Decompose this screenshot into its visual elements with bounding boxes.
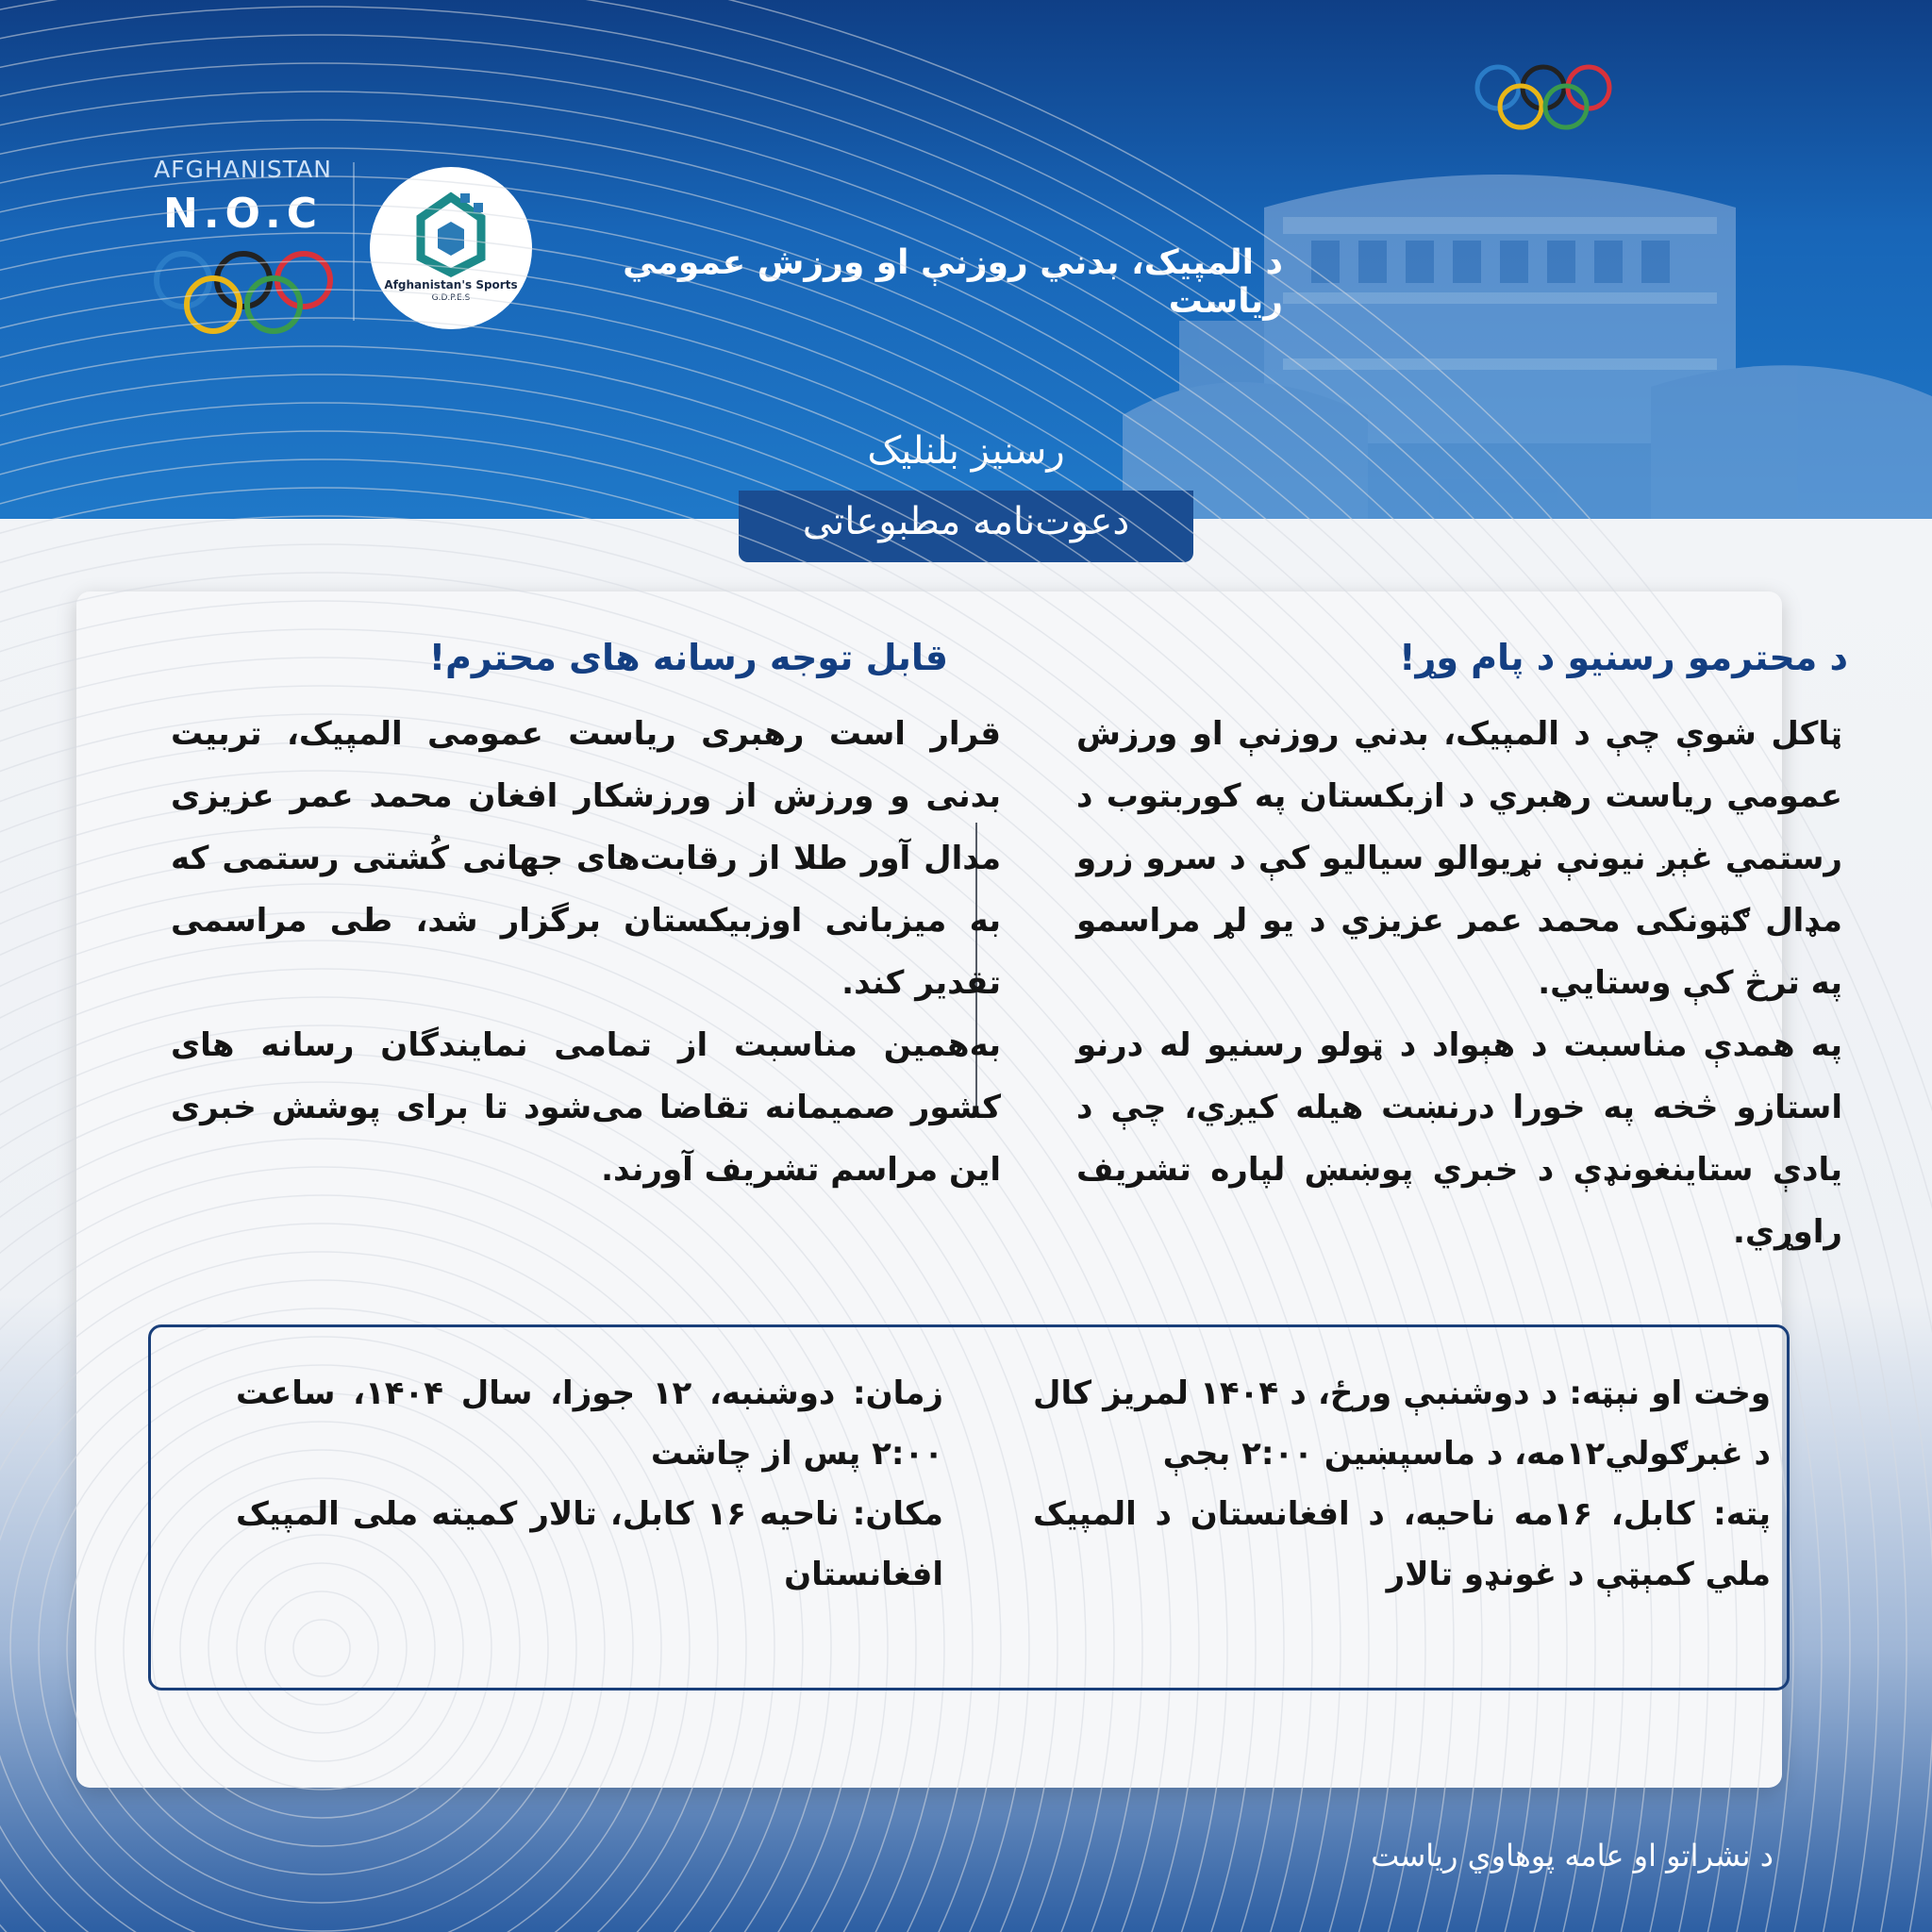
logo-divider [353, 162, 355, 321]
pashto-event-details [1033, 1363, 1771, 1605]
pashto-time-info: وخت او نېټه: د دوشنبې ورځ، د ۱۴۰۴ لمریز کال د غبرګولي۱۲مه، د ماسپښین ۲:۰۰ بجې [1033, 1374, 1772, 1473]
event-details-box [148, 1324, 1790, 1690]
pashto-paragraph-2: په همدې مناسبت د هېواد د ټولو رسنیو له درنو استازو څخه په خورا درنښت هیله کیږي، چې د یادې ستاینغونډې د خبري پوښښ لپاره تشریف راوړي. [1076, 1026, 1842, 1251]
dari-body [171, 703, 1001, 1201]
pashto-body [1076, 703, 1842, 1263]
noc-abbr-label: N.O.C [163, 190, 323, 238]
pashto-heading: د محترمو رسنیو د پام وړ! [1399, 637, 1848, 678]
dari-event-details [236, 1363, 943, 1605]
gdpes-abbr-label: G.D.P.E.S [431, 293, 471, 303]
department-title: د المپیک، بدني روزنې او ورزش عمومي ریاست [623, 243, 1283, 321]
pashto-paragraph-1: ټاکل شوې چې د المپیک، بدني روزنې او ورزش عمومي ریاست رهبري د ازبکستان په کوربتوب د رستمي غېږ نیونې نړیوالو سیالیو کې د سرو زرو مډال ګټونکی محمد عمر عزیزي د یو لړ مراسمو په ترڅ کې وستایي. [1076, 715, 1842, 1002]
dari-time-info: زمان: دوشنبه، ۱۲ جوزا، سال ۱۴۰۴، ساعت ۲:۰۰ پس از چاشت [236, 1374, 943, 1473]
dari-heading: قابل توجه رسانه های محترم! [428, 637, 948, 678]
dari-paragraph-1: قرار است رهبری ریاست عمومی المپیک، تربیت بدنی و ورزش از ورزشکار افغان محمد عمر عزیزی مدال آور طلا از رقابت‌های جهانی کُشتی رستمی که به میزبانی اوزبیکستان برگزار شد، طی مراسمی تقدیر کند. [171, 715, 1001, 1002]
dari-paragraph-2: به‌همین مناسبت از تمامی نمایندگان رسانه های کشور صمیمانه تقاضا می‌شود تا برای پوشش خبری این مراسم تشریف آورند. [171, 1026, 1001, 1189]
gdpes-emblem-icon [404, 190, 498, 275]
invitation-card [76, 591, 1848, 1788]
press-release-label-pashto: رسنیز بلنلیک [867, 429, 1065, 473]
footer-department: د نشراتو او عامه پوهاوي ریاست [1371, 1838, 1774, 1874]
noc-country-label: AFGHANISTAN [154, 156, 332, 183]
olympic-rings-icon [1472, 52, 1613, 137]
gdpes-name-label: Afghanistan's Sports [384, 278, 518, 291]
dari-place-info: مکان: ناحیه ۱۶ کابل، تالار کمیته ملی المپیک افغانستان [236, 1495, 943, 1593]
pashto-place-info: پته: کابل، ۱۶مه ناحیه، د افغانستان د المپیک ملي کمېټې د غونډو تالار [1033, 1495, 1771, 1593]
gdpes-logo [370, 167, 532, 329]
press-release-label-dari: دعوت‌نامه مطبوعاتی [802, 500, 1130, 543]
